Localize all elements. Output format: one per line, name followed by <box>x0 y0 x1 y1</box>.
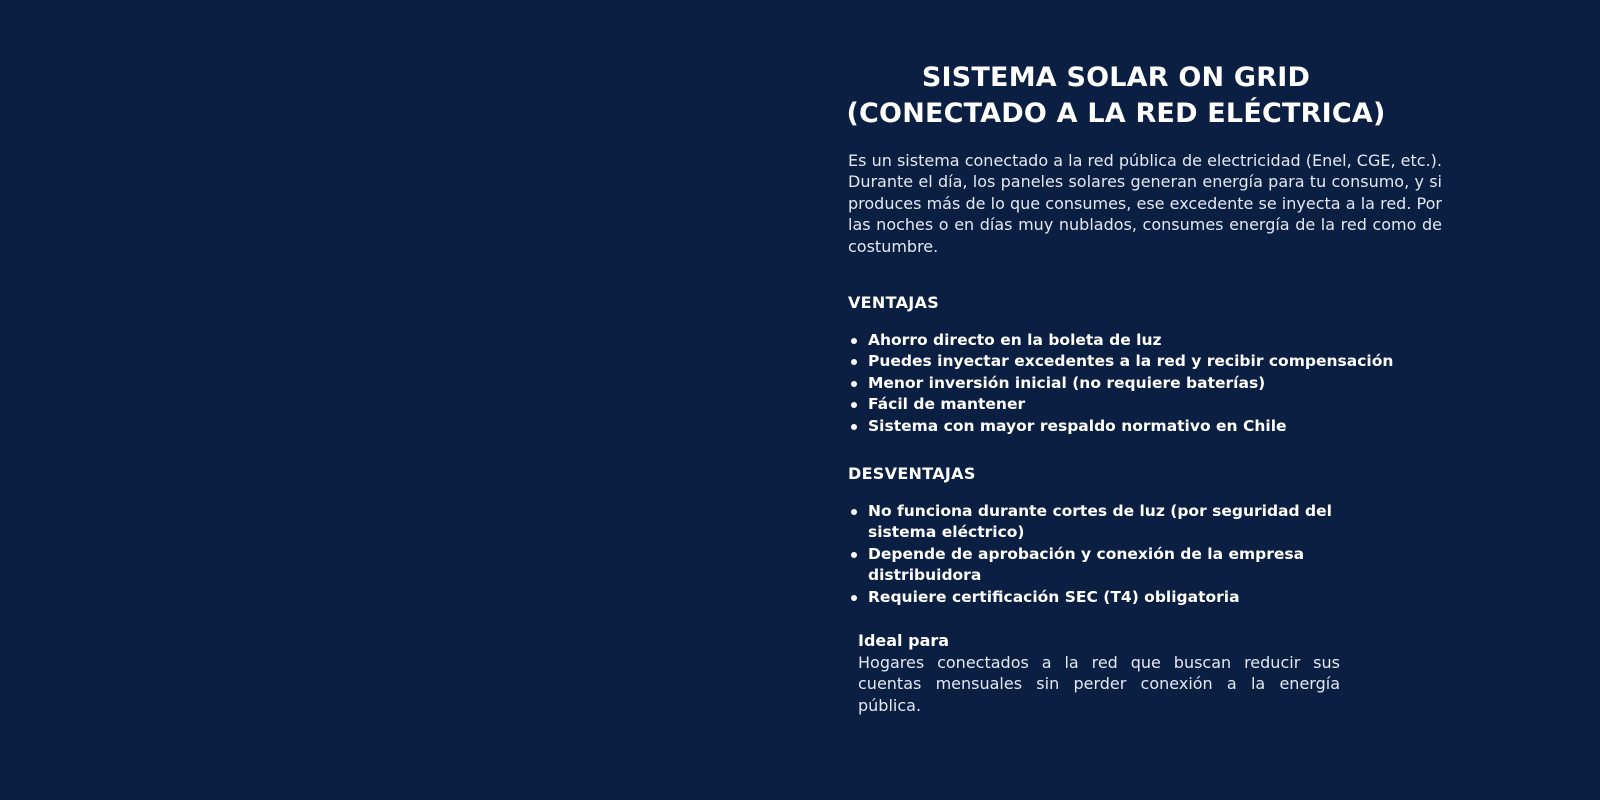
list-item: Fácil de mantener <box>848 394 1448 415</box>
title-line-2: (CONECTADO A LA RED ELÉCTRICA) <box>846 98 1386 129</box>
list-item: Sistema con mayor respaldo normativo en Chile <box>848 416 1448 437</box>
ideal-heading: Ideal para <box>858 631 950 650</box>
ideal-text: Hogares conectados a la red que buscan reducir sus cuentas mensuales sin perder conexión a la energía pública. <box>858 653 1340 715</box>
list-item: No funciona durante cortes de luz (por seguridad del sistema eléctrico) <box>848 501 1348 544</box>
desventajas-list <box>848 501 1348 608</box>
ventajas-heading: VENTAJAS <box>848 293 940 312</box>
list-item: Ahorro directo en la boleta de luz <box>848 330 1448 351</box>
page-title <box>836 60 1396 132</box>
content-panel <box>830 0 1550 800</box>
ventajas-list <box>848 330 1448 437</box>
title-line-1: SISTEMA SOLAR ON GRID <box>921 62 1311 93</box>
list-item: Menor inversión inicial (no requiere baterías) <box>848 373 1448 394</box>
list-item: Depende de aprobación y conexión de la empresa distribuidora <box>848 544 1348 587</box>
list-item: Requiere certificación SEC (T4) obligatoria <box>848 587 1348 608</box>
list-item: Puedes inyectar excedentes a la red y recibir compensación <box>848 351 1448 372</box>
desventajas-heading: DESVENTAJAS <box>848 464 976 483</box>
intro-paragraph: Es un sistema conectado a la red pública de electricidad (Enel, CGE, etc.). Durante el día, los paneles solares generan energía para tu consumo, y si produces más de lo que consumes, ese excedente se inyecta a la red. Por las noches o en días muy nublados, consumes energía de la red como de costumbre. <box>848 151 1442 256</box>
